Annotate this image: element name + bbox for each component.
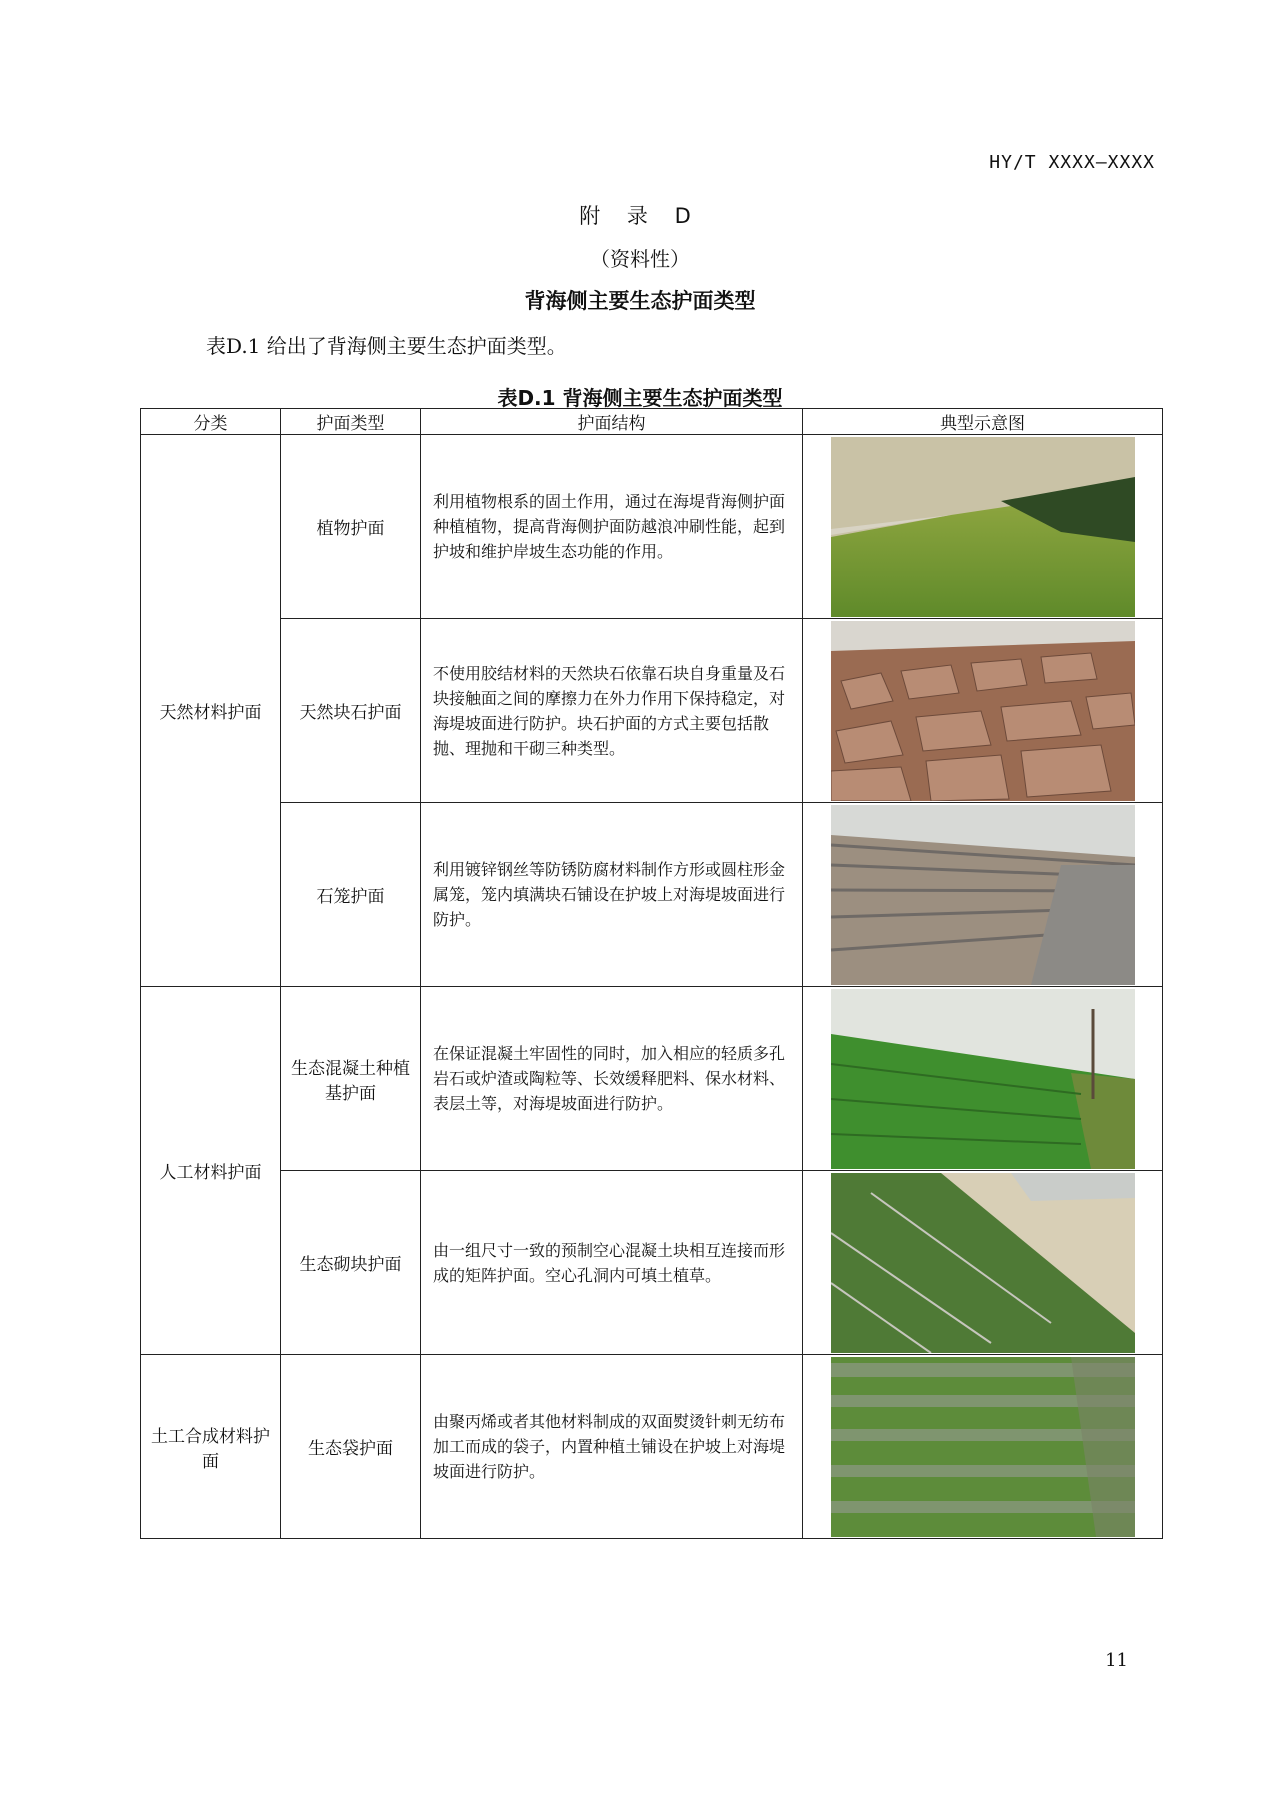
structure-cell: 不使用胶结材料的天然块石依靠石块自身重量及石块接触面之间的摩擦力在外力作用下保持稳定，对海堤坡面进行防护。块石护面的方式主要包括散抛、理抛和干砌三种类型。 xyxy=(421,619,803,803)
structure-cell: 利用镀锌钢丝等防锈防腐材料制作方形或圆柱形金属笼，笼内填满块石铺设在护坡上对海堤坡面进行防护。 xyxy=(421,803,803,987)
structure-cell: 在保证混凝土牢固性的同时，加入相应的轻质多孔岩石或炉渣或陶粒等、长效缓释肥料、保水材料、表层土等，对海堤坡面进行防护。 xyxy=(421,987,803,1171)
type-cell: 石笼护面 xyxy=(281,803,421,987)
header-category: 分类 xyxy=(141,409,281,435)
gabion-slope-photo xyxy=(831,805,1135,985)
table-header-row xyxy=(141,409,1163,435)
rubble-stone-slope-photo xyxy=(831,621,1135,801)
protection-type-table xyxy=(140,408,1163,1539)
structure-cell: 由一组尺寸一致的预制空心混凝土块相互连接而形成的矩阵护面。空心孔洞内可填土植草。 xyxy=(421,1171,803,1355)
appendix-title: 附 录 D xyxy=(579,204,701,228)
header-illustration: 典型示意图 xyxy=(803,409,1163,435)
table-caption: 表D.1 背海侧主要生态护面类型 xyxy=(497,386,783,410)
type-cell: 生态混凝土种植基护面 xyxy=(281,987,421,1171)
category-geosynthetic: 土工合成材料护面 xyxy=(141,1355,281,1539)
table-row xyxy=(141,1171,1163,1355)
type-cell: 植物护面 xyxy=(281,435,421,619)
header-type: 护面类型 xyxy=(281,409,421,435)
type-cell: 生态砌块护面 xyxy=(281,1171,421,1355)
table-row xyxy=(141,987,1163,1171)
eco-concrete-planting-photo xyxy=(831,989,1135,1169)
document-title: 背海侧主要生态护面类型 xyxy=(524,289,756,313)
header-structure: 护面结构 xyxy=(421,409,803,435)
standard-code: HY/T XXXX—XXXX xyxy=(989,152,1155,173)
intro-paragraph: 表D.1 给出了背海侧主要生态护面类型。 xyxy=(206,334,567,358)
category-natural: 天然材料护面 xyxy=(141,435,281,987)
type-cell: 生态袋护面 xyxy=(281,1355,421,1539)
appendix-nature: （资料性） xyxy=(590,247,690,271)
category-artificial: 人工材料护面 xyxy=(141,987,281,1355)
table-row xyxy=(141,803,1163,987)
table-row xyxy=(141,1355,1163,1539)
page-number: 11 xyxy=(1105,1650,1128,1671)
table-row xyxy=(141,619,1163,803)
eco-bag-slope-photo xyxy=(831,1357,1135,1537)
eco-block-slope-photo xyxy=(831,1173,1135,1353)
vegetation-slope-photo xyxy=(831,437,1135,617)
table-row xyxy=(141,435,1163,619)
structure-cell: 由聚丙烯或者其他材料制成的双面熨烫针刺无纺布加工而成的袋子，内置种植土铺设在护坡上对海堤坡面进行防护。 xyxy=(421,1355,803,1539)
structure-cell: 利用植物根系的固土作用，通过在海堤背海侧护面种植植物，提高背海侧护面防越浪冲刷性能，起到护坡和维护岸坡生态功能的作用。 xyxy=(421,435,803,619)
type-cell: 天然块石护面 xyxy=(281,619,421,803)
